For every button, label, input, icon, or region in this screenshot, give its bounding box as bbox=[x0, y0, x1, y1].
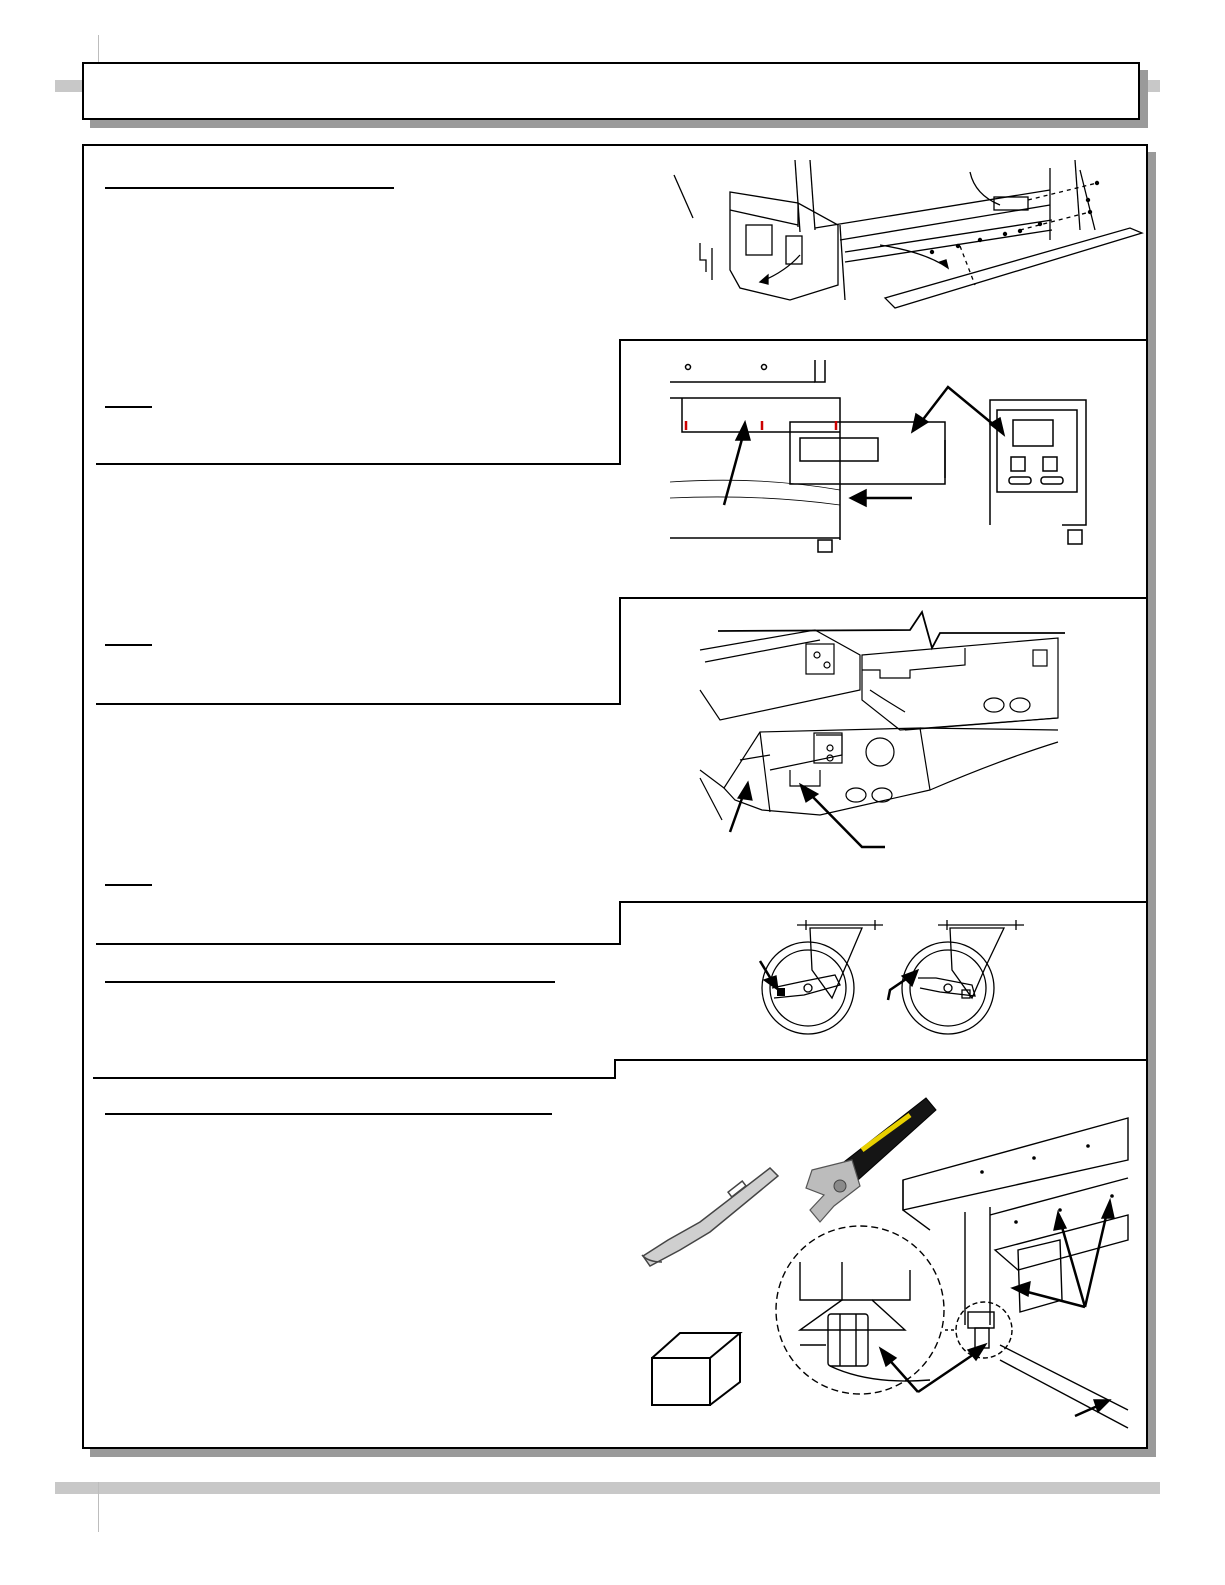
case-base-panel-removal-figure bbox=[674, 160, 1142, 308]
divider-4 bbox=[93, 1060, 1148, 1078]
adjustable-wrench-tool bbox=[806, 1098, 936, 1222]
underside-electrical-box-figure bbox=[700, 612, 1065, 847]
control-box-panel-figure bbox=[670, 360, 1086, 552]
leveling-leg-detail-figure bbox=[776, 1118, 1128, 1428]
caster-lock-figure bbox=[760, 920, 1024, 1034]
shipping-block bbox=[652, 1333, 740, 1405]
divider-2 bbox=[96, 598, 1148, 704]
divider-3 bbox=[96, 902, 1148, 944]
pry-bar-tool bbox=[642, 1168, 778, 1266]
